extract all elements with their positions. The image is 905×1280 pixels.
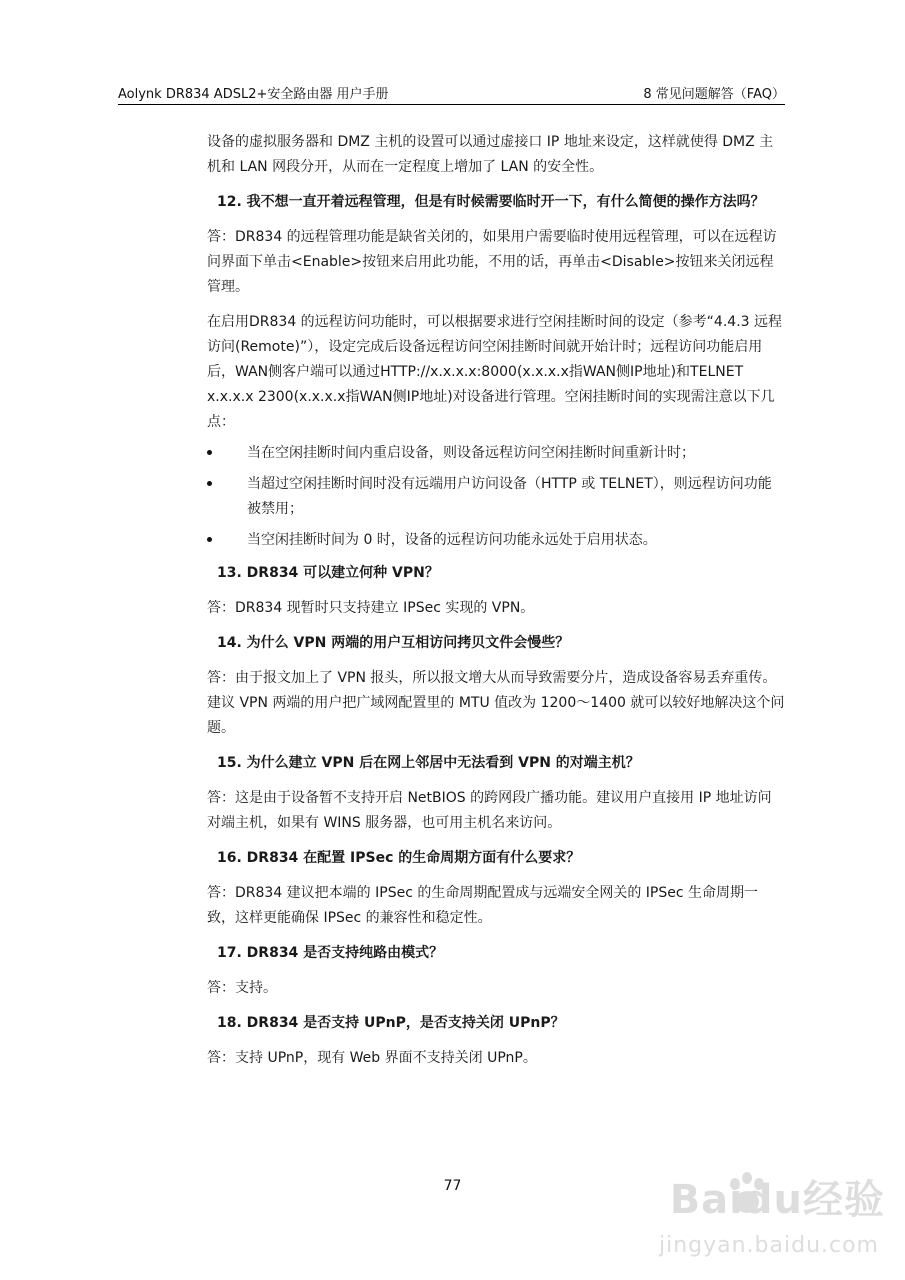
header-manual-title: Aolynk DR834 ADSL2+安全路由器 用户手册	[118, 87, 389, 102]
watermark	[625, 1168, 885, 1258]
list-item	[207, 441, 785, 466]
faq-question-18: 18. DR834 是否支持 UPnP，是否支持关闭 UPnP？	[217, 1015, 565, 1031]
faq-answer-14: 答：由于报文加上了 VPN 报头，所以报文增大从而导致需要分片，造成设备容易丢弃重传。建议 VPN 两端的用户把广域网配置里的 MTU 值改为 1200～1400 就可以较好地解决这个问题。	[207, 670, 785, 736]
page-content	[207, 130, 785, 1081]
bullet-icon	[207, 537, 212, 542]
faq-question-13: 13. DR834 可以建立何种 VPN？	[217, 565, 439, 581]
intro-paragraph: 设备的虚拟服务器和 DMZ 主机的设置可以通过虚接口 IP 地址来设定，这样就使得 DMZ 主机和 LAN 网段分开，从而在一定程度上增加了 LAN 的安全性。	[207, 134, 774, 175]
list-item	[207, 472, 785, 522]
list-item	[207, 528, 785, 553]
faq-answer-17: 答：支持。	[207, 980, 277, 996]
watermark-url: jingyan.baidu.com	[658, 1233, 879, 1258]
bullet-text: 当超过空闲挂断时间时没有远端用户访问设备（HTTP 或 TELNET），则远程访问功能被禁用；	[247, 476, 772, 517]
bullet-text: 当在空闲挂断时间内重启设备，则设备远程访问空闲挂断时间重新计时；	[247, 445, 695, 461]
faq-answer-15: 答：这是由于设备暂不支持开启 NetBIOS 的跨网段广播功能。建议用户直接用 IP 地址访问对端主机，如果有 WINS 服务器，也可用主机名来访问。	[207, 790, 772, 831]
bullet-text: 当空闲挂断时间为 0 时，设备的远程访问功能永远处于启用状态。	[247, 532, 657, 548]
faq-answer-12-part1: 答：DR834 的远程管理功能是缺省关闭的，如果用户需要临时使用远程管理，可以在远程访问界面下单击<Enable>按钮来启用此功能，不用的话，再单击<Disable>按钮来关闭远程管理。	[207, 229, 777, 295]
faq-12-bullet-list	[207, 441, 785, 553]
faq-question-16: 16. DR834 在配置 IPSec 的生命周期方面有什么要求？	[217, 850, 581, 866]
faq-question-12: 12. 我不想一直开着远程管理，但是有时候需要临时开一下，有什么简便的操作方法吗？	[217, 194, 765, 210]
faq-answer-18: 答：支持 UPnP，现有 Web 界面不支持关闭 UPnP。	[207, 1050, 537, 1066]
faq-question-15: 15. 为什么建立 VPN 后在网上邻居中无法看到 VPN 的对端主机？	[217, 755, 640, 771]
faq-question-17: 17. DR834 是否支持纯路由模式？	[217, 945, 444, 961]
bullet-icon	[207, 481, 212, 486]
header-divider	[118, 104, 785, 105]
page-number: 77	[443, 1178, 462, 1194]
faq-answer-13: 答：DR834 现暂时只支持建立 IPSec 实现的 VPN。	[207, 600, 535, 616]
watermark-brand: Baidu经验	[669, 1177, 885, 1223]
header-chapter-title: 8 常见问题解答（FAQ）	[643, 87, 785, 102]
faq-answer-12-part2: 在启用DR834 的远程访问功能时，可以根据要求进行空闲挂断时间的设定（参考“4.4.3 远程访问(Remote)”），设定完成后设备远程访问空闲挂断时间就开始计时；远程访问功能启用后，WAN侧客户端可以通过HTTP://x.x.x.x:8000(x.x.x.x指WAN侧IP地址)和TELNET x.x.x.x 2300(x.x.x.x指WAN侧IP地址)对设备进行管理。空闲挂断时间的实现需注意以下几点：	[207, 314, 783, 430]
bullet-icon	[207, 450, 212, 455]
faq-answer-16: 答：DR834 建议把本端的 IPSec 的生命周期配置成与远端安全网关的 IPSec 生命周期一致，这样更能确保 IPSec 的兼容性和稳定性。	[207, 885, 759, 926]
faq-question-14: 14. 为什么 VPN 两端的用户互相访问拷贝文件会慢些？	[217, 635, 570, 651]
